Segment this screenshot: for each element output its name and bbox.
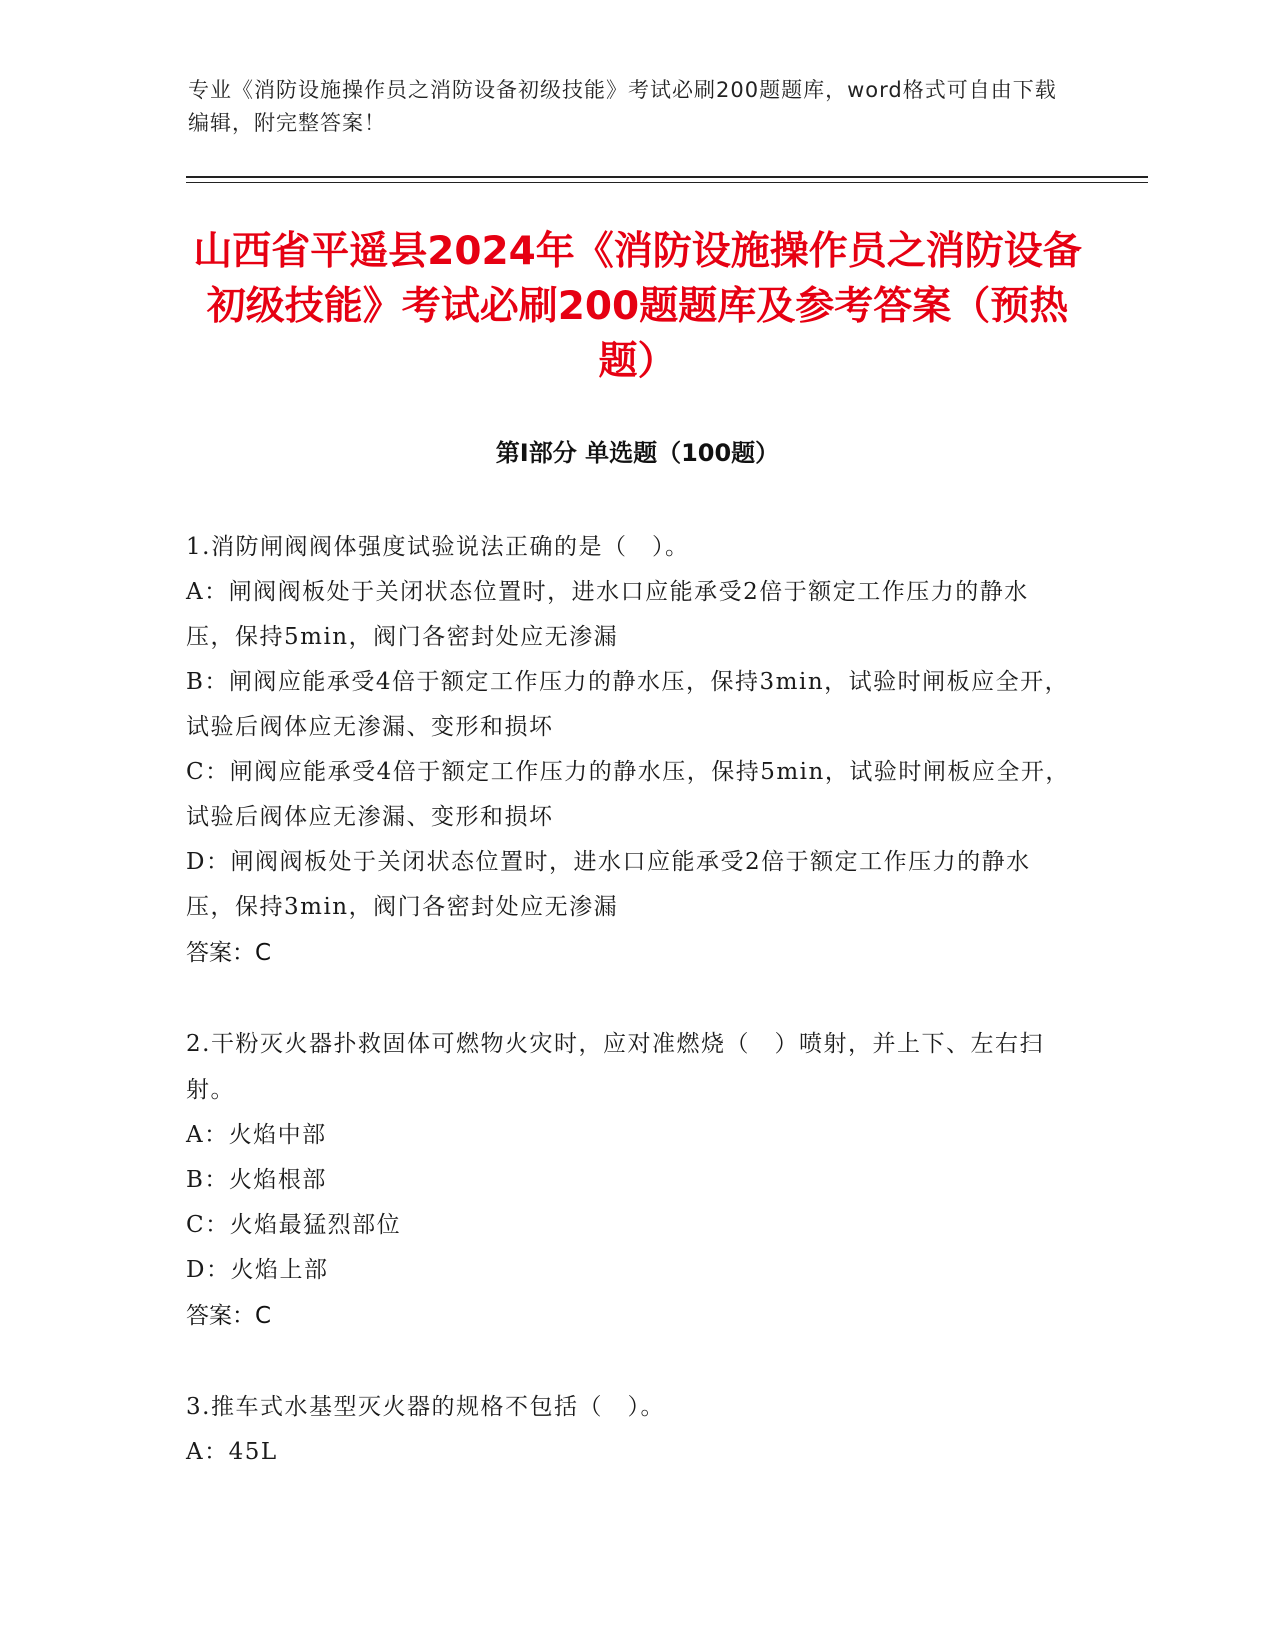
document-title: 山西省平遥县2024年《消防设施操作员之消防设备初级技能》考试必刷200题题库及参考答案（预热题） (193, 229, 1082, 384)
option-c: C：闸阀应能承受4倍于额定工作压力的静水压，保持5min，试验时闸板应全开，试验后阀体应无渗漏、变形和损坏 (186, 759, 1070, 830)
header-rule (186, 176, 1148, 178)
option-a: A：45L (186, 1439, 278, 1465)
question-stem: 2.干粉灭火器扑救固体可燃物火灾时，应对准燃烧（ ）喷射，并上下、左右扫射。 (186, 1031, 1044, 1103)
question-2 (186, 1021, 1071, 1339)
option-d: D：闸阀阀板处于关闭状态位置时，进水口应能承受2倍于额定工作压力的静水压，保持3min，阀门各密封处应无渗漏 (186, 849, 1031, 920)
question-stem: 1.消防闸阀阀体强度试验说法正确的是（ ）。 (186, 534, 690, 560)
question-3 (186, 1384, 1071, 1475)
answer: 答案：C (186, 1303, 272, 1329)
header-note: 专业《消防设施操作员之消防设备初级技能》考试必刷200题题库，word格式可自由下载编辑，附完整答案！ (188, 78, 1057, 135)
option-b: B：闸阀应能承受4倍于额定工作压力的静水压，保持3min，试验时闸板应全开，试验后阀体应无渗漏、变形和损坏 (186, 669, 1070, 740)
option-a: A：火焰中部 (186, 1122, 327, 1148)
header-rule-thin (186, 182, 1148, 183)
answer: 答案：C (186, 940, 272, 966)
option-d: D：火焰上部 (186, 1257, 329, 1283)
section-heading: 第I部分 单选题（100题） (495, 439, 780, 467)
question-stem: 3.推车式水基型灭火器的规格不包括（ ）。 (186, 1394, 665, 1420)
option-a: A：闸阀阀板处于关闭状态位置时，进水口应能承受2倍于额定工作压力的静水压，保持5min，阀门各密封处应无渗漏 (186, 579, 1029, 650)
option-b: B：火焰根部 (186, 1167, 327, 1193)
option-c: C：火焰最猛烈部位 (186, 1212, 402, 1238)
question-list (186, 524, 1071, 1520)
question-1 (186, 524, 1071, 976)
